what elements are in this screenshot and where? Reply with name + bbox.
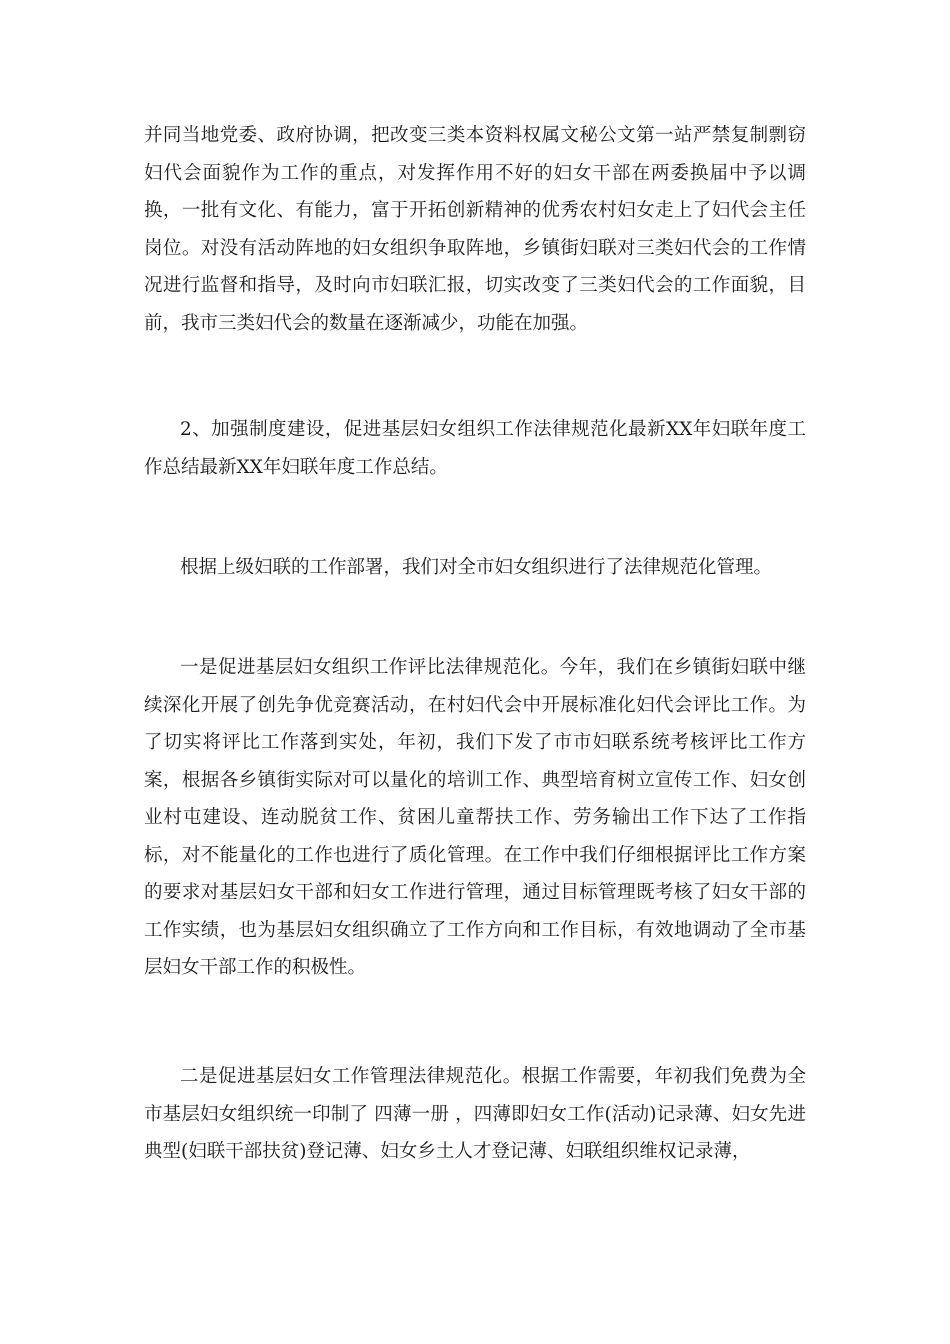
paragraph-continuation: 并同当地党委、政府协调，把改变三类本资料权属文秘公文第一站严禁复制剽窃妇代会面貌作为工作的重点，对发挥作用不好的妇女干部在两委换届中予以调换，一批有文化、有能力，富于开拓创新精神的优秀农村妇女走上了妇代会主任岗位。对没有活动阵地的妇女组织争取阵地，乡镇街妇联对三类妇代会的工作情况进行监督和指导，及时向市妇联汇报，切实改变了三类妇代会的工作面貌，目前，我市三类妇代会的数量在逐渐减少，功能在加强。 bbox=[144, 125, 806, 334]
paragraph-intro: 根据上级妇联的工作部署，我们对全市妇女组织进行了法律规范化管理。 bbox=[180, 557, 773, 578]
paragraph-point-two: 二是促进基层妇女工作管理法律规范化。根据工作需要，年初我们免费为全市基层妇女组织统一印制了 四薄一册 ，四薄即妇女工作(活动)记录薄、妇女先进典型(妇联干部扶贫)登记薄、妇女乡土人才登记薄、妇联组织维权记录薄， bbox=[144, 1066, 806, 1162]
paragraph-section-heading: 2、加强制度建设，促进基层妇女组织工作法律规范化最新XX年妇联年度工作总结最新XX年妇联年度工作总结。 bbox=[144, 419, 806, 478]
paragraph-point-one: 一是促进基层妇女组织工作评比法律规范化。今年，我们在乡镇街妇联中继续深化开展了创先争优竞赛活动，在村妇代会中开展标准化妇代会评比工作。为了切实将评比工作落到实处，年初，我们下发了市市妇联系统考核评比工作方案，根据各乡镇街实际对可以量化的培训工作、典型培育树立宣传工作、妇女创业村屯建设、连动脱贫工作、贫困儿童帮扶工作、劳务输出工作下达了工作指标，对不能量化的工作也进行了质化管理。在工作中我们仔细根据评比工作方案的要求对基层妇女干部和妇女工作进行管理，通过目标管理既考核了妇女干部的工作实绩，也为基层妇女组织确立了工作方向和工作目标，有效地调动了全市基层妇女干部工作的积极性。 bbox=[144, 657, 806, 978]
